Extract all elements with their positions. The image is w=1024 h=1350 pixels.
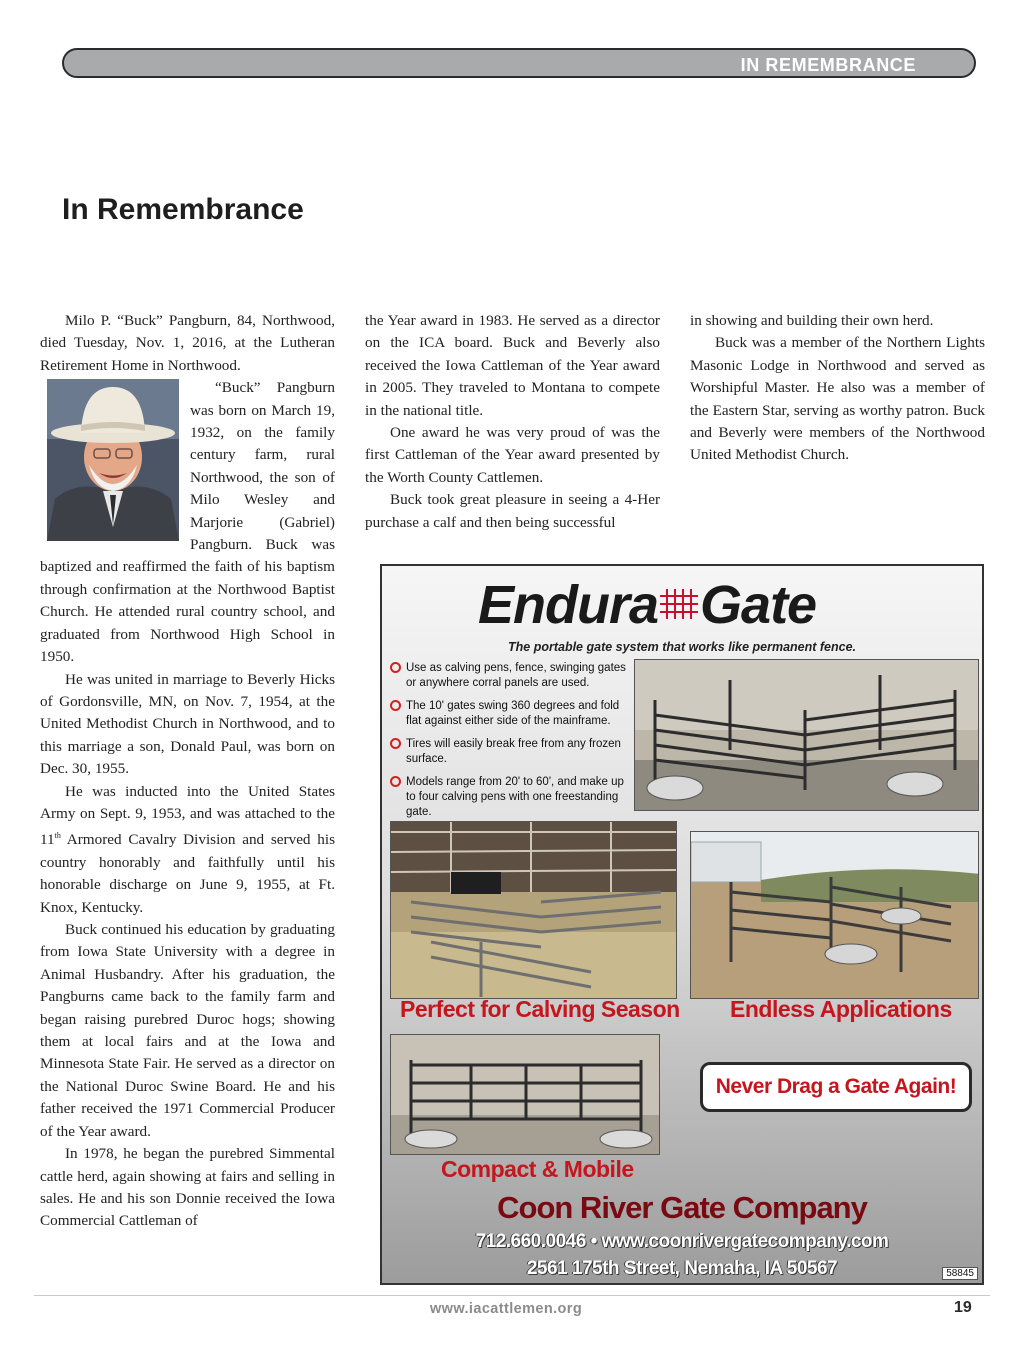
never-drag-badge: Never Drag a Gate Again! bbox=[700, 1062, 972, 1112]
article-column-3 bbox=[690, 310, 985, 467]
page-number: 19 bbox=[954, 1299, 972, 1316]
ad-tagline: The portable gate system that works like permanent fence. bbox=[508, 640, 857, 654]
ad-feature-item: Use as calving pens, fence, swinging gates or anywhere corral panels are used. bbox=[390, 661, 630, 691]
gate-mark-icon bbox=[660, 589, 698, 619]
caption-endless: Endless Applications bbox=[730, 996, 952, 1022]
article-column-2 bbox=[365, 310, 660, 534]
article-paragraph-with-portrait: “Buck” Pangburn was born on March 19, 1932, on the family century farm, rural Northwood, the son of Milo Wesley and Marjorie (Gabriel) Pangburn. Buck was baptized and reaffirmed the faith of his baptism through confirmation at the Northwood Baptist Church. He attended rural country school, and graduated from Northwood High School in 1950. bbox=[40, 379, 335, 666]
gate-photo-field bbox=[690, 831, 979, 999]
section-header-bar bbox=[62, 48, 976, 78]
company-phone-website: 712.660.0046 • www.coonrivergatecompany.com bbox=[475, 1231, 889, 1252]
article-column-1 bbox=[40, 310, 335, 1233]
article-paragraph: One award he was very proud of was the first Cattleman of the Year award presented by the Worth County Cattlemen. bbox=[365, 424, 660, 486]
article-paragraph: He was inducted into the United States Army on Sept. 9, 1953, and was attached to the 11th Armored Cavalry Division and served his country honorably and faithfully until his honorable discharge on June 9, 1955, at Ft. Knox, Kentucky. bbox=[40, 782, 335, 916]
bullet-circle-icon bbox=[390, 738, 401, 749]
ad-feature-item: The 10' gates swing 360 degrees and fold flat against either side of the mainframe. bbox=[390, 699, 630, 729]
ad-feature-item: Tires will easily break free from any frozen surface. bbox=[390, 737, 630, 767]
portrait-photo bbox=[47, 379, 179, 541]
ad-number: 58845 bbox=[942, 1267, 978, 1280]
ad-feature-item: Models range from 20' to 60', and make up to four calving pens with one freestanding gate. bbox=[390, 775, 630, 820]
bullet-circle-icon bbox=[390, 776, 401, 787]
article-paragraph: in showing and building their own herd. bbox=[690, 312, 934, 329]
endura-gate-logo: Endura Gate bbox=[478, 575, 817, 635]
advertisement-endura-gate bbox=[380, 564, 984, 1285]
article-paragraph: Buck was a member of the Northern Lights Masonic Lodge in Northwood and served as Worshipful Master. He also was a member of the Eastern Star, serving as worthy patron. Buck and Beverly were members of the Northwood United Methodist Church. bbox=[690, 334, 985, 464]
bullet-circle-icon bbox=[390, 662, 401, 673]
bullet-circle-icon bbox=[390, 700, 401, 711]
footer-divider bbox=[34, 1295, 990, 1296]
caption-calving: Perfect for Calving Season bbox=[400, 996, 680, 1022]
article-paragraph: Buck took great pleasure in seeing a 4-Her purchase a calf and then being successful bbox=[365, 491, 660, 531]
company-address: 2561 175th Street, Nemaha, IA 50567 bbox=[526, 1258, 838, 1279]
caption-compact: Compact & Mobile bbox=[441, 1156, 634, 1182]
gate-photo-outdoor-wall bbox=[634, 659, 979, 811]
article-paragraph: He was united in marriage to Beverly Hicks of Gordonsville, MN, on Nov. 7, 1954, at the United Methodist Church in Northwood, and to this marriage a son, Donald Paul, was born on Dec. 30, 1955. bbox=[40, 670, 335, 778]
article-paragraph: the Year award in 1983. He served as a director on the ICA board. Buck and Beverly also received the Iowa Cattleman of the Year award in 2005. They traveled to Montana to compete in the national title. bbox=[365, 312, 660, 419]
footer-url: www.iacattlemen.org bbox=[430, 1301, 583, 1317]
company-name: Coon River Gate Company bbox=[497, 1190, 867, 1225]
section-header-label: IN REMEMBRANCE bbox=[740, 55, 916, 75]
gate-photo-barn-pens bbox=[390, 821, 677, 999]
article-paragraph: In 1978, he began the purebred Simmental cattle herd, again showing at fairs and selling in sales. He and his son Donnie received the Iowa Commercial Cattleman of bbox=[40, 1145, 335, 1230]
article-paragraph: Buck continued his education by graduating from Iowa State University with a degree in Animal Husbandry. After his graduation, the Pangburns came back to the family farm and began raising purebred Duroc hogs; showing them at local fairs and at the Iowa and Minnesota State Fair. He served as a director on the National Duroc Swine Board. He and his father received the 1971 Commercial Producer of the Year award. bbox=[40, 921, 335, 1140]
article-paragraph: Milo P. “Buck” Pangburn, 84, Northwood, died Tuesday, Nov. 1, 2016, at the Lutheran Retirement Home in Northwood. bbox=[40, 312, 335, 374]
page-title: In Remembrance bbox=[62, 193, 304, 226]
ad-feature-list bbox=[390, 661, 630, 828]
gate-photo-folded bbox=[390, 1034, 660, 1155]
